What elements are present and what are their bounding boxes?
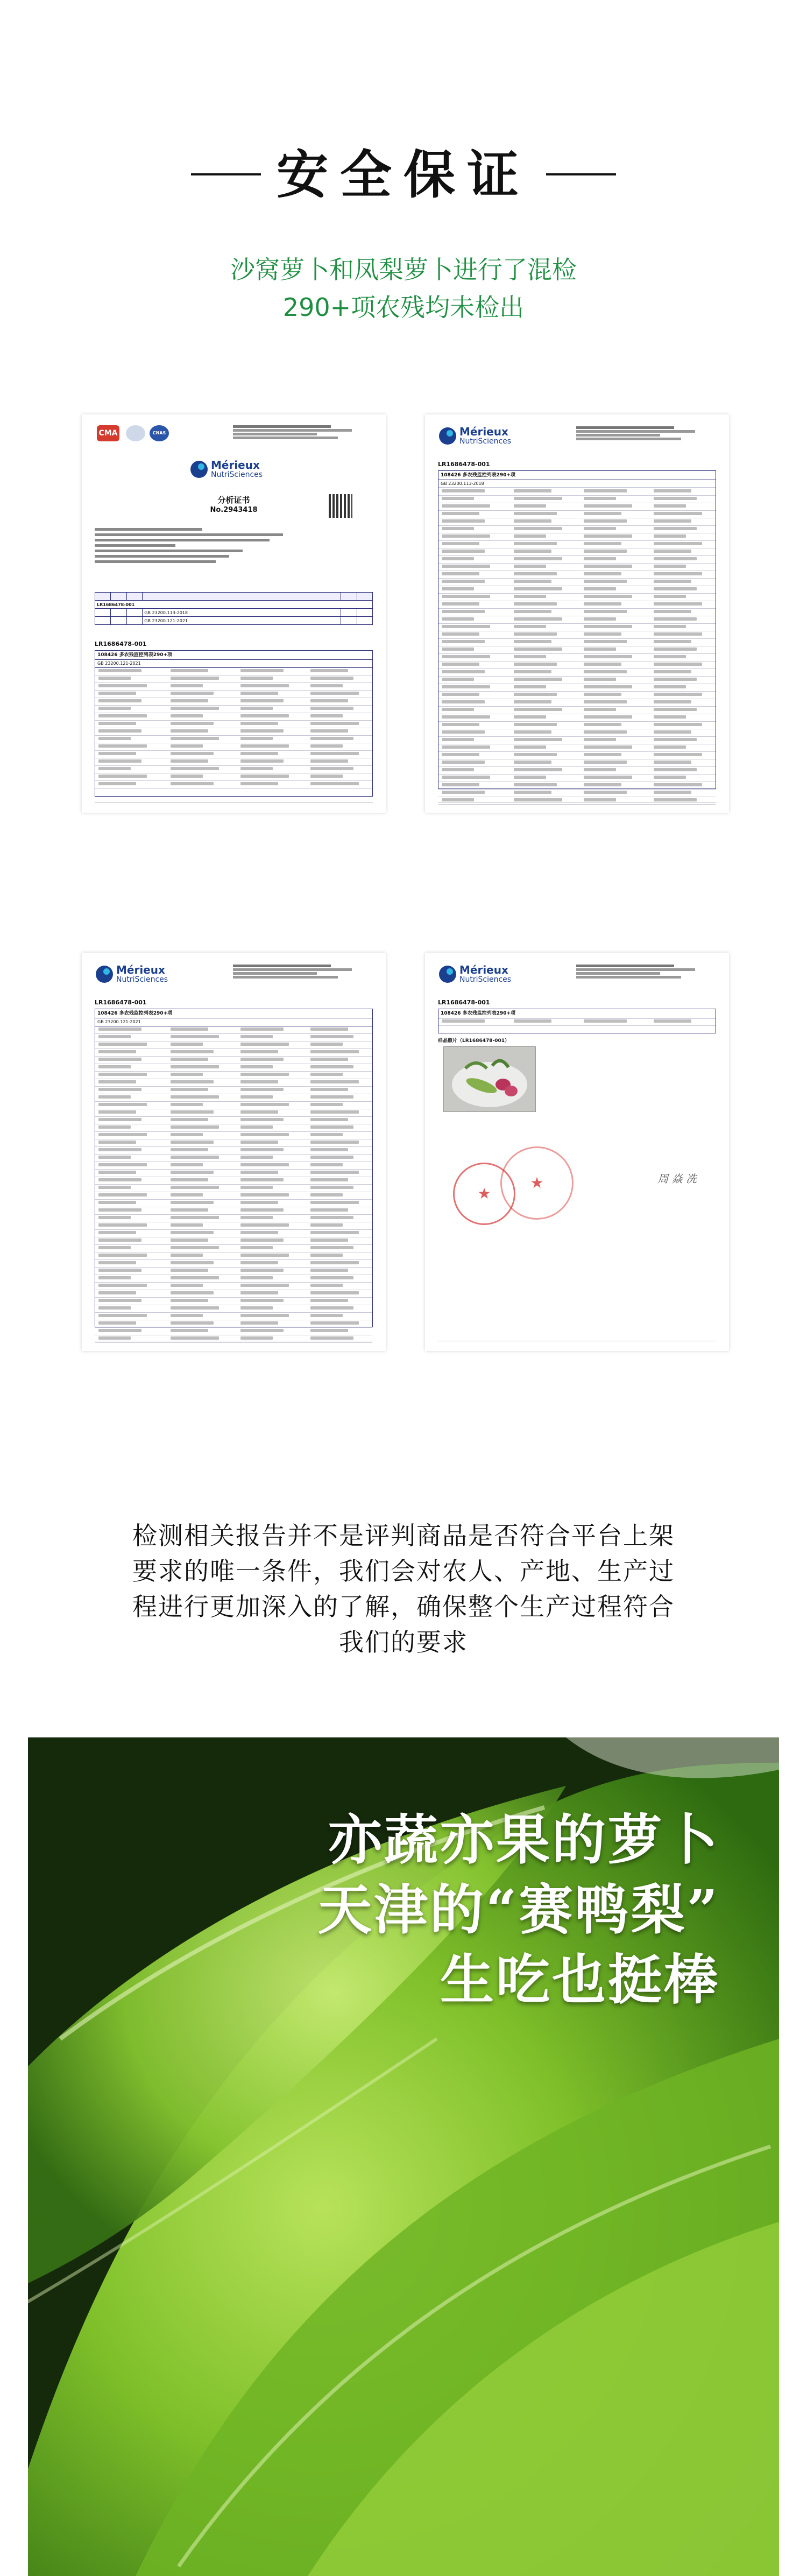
summary-table — [95, 592, 373, 625]
table-row — [95, 1041, 372, 1049]
table-row — [438, 654, 716, 661]
certificate-title: 分析证书 — [217, 495, 250, 505]
table-row — [95, 1057, 372, 1064]
merieux-brand-sub: NutriSciences — [459, 975, 512, 984]
table-row — [438, 790, 716, 797]
table-row — [95, 1155, 372, 1162]
merieux-logo — [95, 962, 197, 988]
residue-table-header: 108426 多农残监控列表290+项 — [95, 1009, 372, 1018]
table-row — [438, 684, 716, 692]
residue-table-header: 108426 多农残监控列表290+项 — [95, 651, 372, 660]
residue-table-method: GB 23200.121-2021 — [95, 660, 372, 668]
table-row — [438, 586, 716, 594]
merieux-mark-icon — [189, 460, 209, 479]
signature: 周 焱 冼 — [657, 1172, 697, 1185]
merieux-logo — [189, 458, 292, 483]
certificate-number: No.2943418 — [210, 506, 258, 514]
table-row — [95, 1064, 372, 1072]
summary-method-a: GB 23200.113-2018 — [143, 609, 341, 617]
report-number: LR1686478-001 — [438, 999, 490, 1006]
table-row — [95, 1079, 372, 1087]
merieux-brand-sub: NutriSciences — [459, 437, 512, 446]
merieux-mark-icon — [95, 965, 114, 984]
table-row — [438, 594, 716, 601]
table-row — [95, 1320, 372, 1328]
report-page-4[interactable] — [425, 953, 729, 1351]
table-row — [438, 639, 716, 646]
table-row — [95, 1298, 372, 1305]
table-row — [95, 1117, 372, 1124]
table-row — [95, 1252, 372, 1260]
table-row — [95, 1139, 372, 1147]
stamp-star-icon: ★ — [530, 1174, 544, 1192]
table-row — [438, 677, 716, 684]
table-row — [95, 1124, 372, 1132]
table-row — [438, 511, 716, 518]
table-row — [438, 767, 716, 775]
disclaimer-statement — [97, 1518, 710, 1660]
table-row — [438, 518, 716, 526]
table-row — [438, 646, 716, 654]
table-row — [95, 1230, 372, 1237]
sample-photo-label: 样品照片（LR1686478-001） — [438, 1038, 510, 1044]
company-info — [576, 963, 716, 980]
table-row — [438, 571, 716, 579]
cnas-logo-text: CNAS — [152, 431, 166, 435]
slogan-line-3: 生吃也挺棒 — [440, 1948, 720, 2011]
table-row — [95, 1200, 372, 1207]
residue-table — [95, 650, 373, 797]
page-footer — [438, 803, 716, 805]
page-title: 安全保证 — [277, 145, 530, 205]
subtitle-line-2: 290+项农残均未检出 — [282, 293, 525, 322]
official-stamp-secondary — [500, 1146, 574, 1220]
section-header — [0, 145, 807, 205]
statement-line-4: 我们的要求 — [339, 1628, 468, 1657]
residue-table-method: GB 23200.113-2018 — [438, 480, 716, 488]
report-number: LR1686478-001 — [95, 641, 147, 647]
radish-sample-image — [444, 1047, 535, 1111]
table-row — [95, 1177, 372, 1185]
merieux-logo — [438, 424, 540, 450]
table-row — [95, 1109, 372, 1117]
residue-table — [438, 470, 716, 789]
statement-line-3: 程进行更加深入的了解，确保整个生产过程符合 — [132, 1592, 675, 1621]
merieux-mark-icon — [438, 426, 457, 446]
residue-table-method: GB 23200.121-2021 — [95, 1018, 372, 1026]
radish-closeup-photo — [28, 1737, 779, 2576]
table-row — [95, 1237, 372, 1245]
table-row — [438, 692, 716, 699]
table-row — [438, 533, 716, 541]
page-footer — [95, 803, 373, 805]
residue-table-header: 108426 多农残监控列表290+项 — [438, 471, 716, 480]
page-footer — [95, 1341, 373, 1343]
cnas-logo — [150, 425, 169, 441]
table-row — [95, 1034, 372, 1041]
table-row — [95, 1102, 372, 1109]
table-row — [438, 752, 716, 759]
statement-line-1: 检测相关报告并不是评判商品是否符合平台上架 — [132, 1521, 675, 1550]
table-row — [95, 1313, 372, 1320]
table-row — [438, 579, 716, 586]
report-page-2[interactable] — [425, 414, 729, 813]
table-row — [438, 737, 716, 744]
certificate-details — [95, 525, 364, 566]
qr-code[interactable] — [329, 494, 352, 518]
merieux-brand: Mérieux — [116, 963, 165, 976]
slogan-line-2: 天津的“赛鸭梨” — [317, 1878, 720, 1941]
table-row — [438, 707, 716, 714]
report-number: LR1686478-001 — [95, 999, 147, 1006]
table-row — [438, 775, 716, 782]
table-row — [95, 1185, 372, 1192]
report-page-3[interactable] — [82, 953, 386, 1351]
table-row — [438, 496, 716, 503]
table-row — [438, 699, 716, 707]
table-row — [95, 1147, 372, 1155]
ilac-mra-logo — [126, 425, 145, 441]
merieux-brand-sub: NutriSciences — [211, 470, 263, 479]
table-row — [95, 1049, 372, 1057]
table-row — [95, 1283, 372, 1290]
table-row — [438, 548, 716, 556]
table-row — [95, 1170, 372, 1177]
table-row — [95, 1290, 372, 1298]
table-row — [95, 1192, 372, 1200]
summary-report-no: LR1686478-001 — [95, 601, 373, 609]
table-row — [438, 616, 716, 624]
table-row — [95, 1328, 372, 1335]
residue-table — [95, 1009, 373, 1327]
merieux-brand: Mérieux — [211, 459, 260, 471]
table-row — [438, 526, 716, 533]
table-row — [438, 541, 716, 548]
title-right-rule — [546, 173, 616, 175]
merieux-mark-icon — [438, 965, 457, 984]
table-row — [95, 1245, 372, 1252]
table-row — [95, 1162, 372, 1170]
table-row — [438, 609, 716, 616]
table-row — [438, 488, 716, 496]
table-row — [95, 1132, 372, 1139]
company-info — [233, 963, 373, 980]
table-row — [95, 1087, 372, 1094]
table-row — [95, 1222, 372, 1230]
table-row — [438, 782, 716, 790]
table-row — [95, 1207, 372, 1215]
cma-logo-text: CMA — [98, 429, 118, 438]
cma-logo — [97, 425, 119, 441]
table-row — [95, 1094, 372, 1102]
table-row — [438, 631, 716, 639]
summary-method-b: GB 23200.121-2021 — [143, 617, 341, 625]
table-row — [95, 1260, 372, 1268]
subtitle-line-1: 沙窝萝卜和凤梨萝卜进行了混检 — [230, 255, 577, 284]
statement-line-2: 要求的唯一条件，我们会对农人、产地、生产过 — [132, 1557, 675, 1586]
table-row — [438, 624, 716, 631]
table-row — [438, 556, 716, 564]
table-row — [438, 722, 716, 729]
table-row — [438, 601, 716, 609]
table-row — [438, 669, 716, 677]
table-row — [438, 503, 716, 511]
table-row — [438, 759, 716, 767]
merieux-brand: Mérieux — [459, 425, 508, 438]
table-row — [95, 1275, 372, 1283]
merieux-brand-sub: NutriSciences — [116, 975, 168, 984]
page-footer — [438, 1341, 716, 1343]
residue-table-header: 108426 多农残监控列表290+项 — [438, 1009, 716, 1018]
company-info — [576, 425, 716, 441]
table-row — [438, 729, 716, 737]
merieux-brand: Mérieux — [459, 963, 508, 976]
table-row — [95, 1072, 372, 1079]
table-row — [438, 564, 716, 571]
sample-photo — [443, 1046, 536, 1112]
stamp-star-icon: ★ — [477, 1185, 491, 1202]
report-page-certificate[interactable] — [82, 414, 386, 813]
company-info — [233, 424, 373, 440]
table-row — [95, 1305, 372, 1313]
table-row — [438, 744, 716, 752]
table-row — [95, 1268, 372, 1275]
report-number: LR1686478-001 — [438, 461, 490, 468]
table-row — [438, 661, 716, 669]
table-row — [95, 1215, 372, 1222]
merieux-logo — [438, 962, 540, 988]
table-row — [95, 1026, 372, 1034]
slogan-line-1: 亦蔬亦果的萝卜 — [328, 1808, 720, 1871]
residue-table-tail — [438, 1009, 716, 1033]
table-row — [438, 714, 716, 722]
